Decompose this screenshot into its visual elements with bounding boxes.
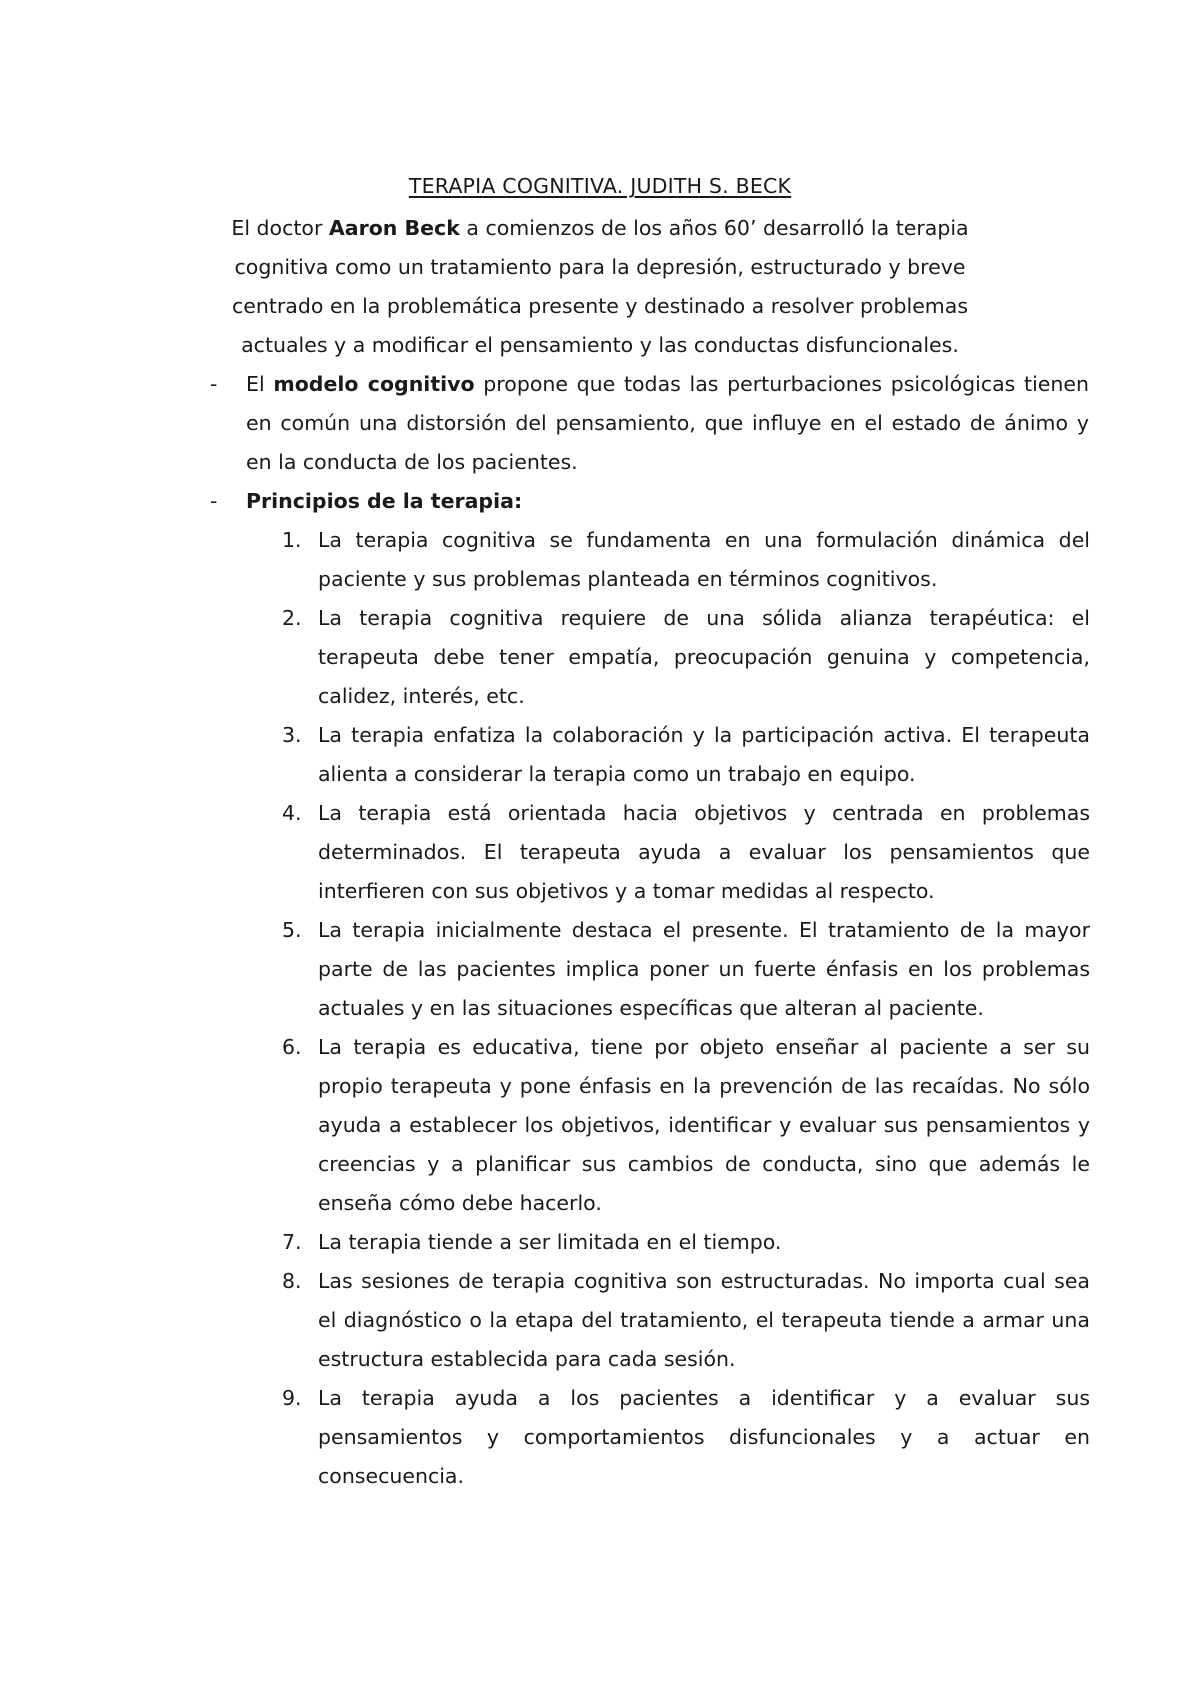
principle-text: La terapia tiende a ser limitada en el tiempo. — [318, 1230, 782, 1254]
principle-text: La terapia es educativa, tiene por objeto enseñar al paciente a ser su propio terapeuta y pone énfasis en la prevención de las recaídas. No sólo ayuda a establecer los objetivos, identificar y evaluar sus pensamientos y creencias y a planificar sus cambios de conducta, sino que además le enseña cómo debe hacerlo. — [318, 1035, 1090, 1215]
principle-text: La terapia está orientada hacia objetivos y centrada en problemas determinados. El terapeuta ayuda a evaluar los pensamientos que interfieren con sus objetivos y a tomar medidas al respecto. — [318, 801, 1090, 903]
principle-item-6 — [270, 1028, 1090, 1223]
intro-bold-name: Aaron Beck — [328, 216, 460, 240]
bullet-bold-term: modelo cognitivo — [273, 372, 475, 396]
principle-item-9 — [270, 1379, 1090, 1496]
principle-number: 1. — [282, 528, 302, 552]
intro-text-before: El doctor — [231, 216, 329, 240]
principle-text: La terapia ayuda a los pacientes a identificar y a evaluar sus pensamientos y comportamientos disfuncionales y a actuar en consecuencia. — [318, 1386, 1090, 1488]
principle-text: La terapia enfatiza la colaboración y la participación activa. El terapeuta alienta a considerar la terapia como un trabajo en equipo. — [318, 723, 1090, 786]
bullet-dash: - — [210, 372, 218, 396]
principle-number: 9. — [282, 1386, 302, 1410]
principle-number: 7. — [282, 1230, 302, 1254]
principle-item-5 — [270, 911, 1090, 1028]
bullet-dash: - — [210, 489, 218, 513]
principle-item-1 — [270, 521, 1090, 599]
bullet-text — [246, 365, 1089, 482]
principle-text: La terapia cognitiva se fundamenta en una formulación dinámica del paciente y sus problemas planteada en términos cognitivos. — [318, 528, 1090, 591]
principle-number: 3. — [282, 723, 302, 747]
document-title: TERAPIA COGNITIVA. JUDITH S. BECK — [408, 174, 792, 198]
principle-number: 4. — [282, 801, 302, 825]
bullet-text-before: El — [246, 372, 274, 396]
principle-number: 6. — [282, 1035, 302, 1059]
principle-text: La terapia cognitiva requiere de una sólida alianza terapéutica: el terapeuta debe tener empatía, preocupación genuina y competencia, calidez, interés, etc. — [318, 606, 1090, 708]
principle-item-3 — [270, 716, 1090, 794]
principle-item-8 — [270, 1262, 1090, 1379]
principle-item-7 — [270, 1223, 1090, 1262]
principle-number: 8. — [282, 1269, 302, 1293]
intro-text-after: a comienzos de los años 60’ desarrolló la terapia cognitiva como un tratamiento para la depresión, estructurado y breve centrado en la problemática presente y destinado a resolver problemas actuales y a modificar el pensamiento y las conductas disfuncionales. — [231, 216, 969, 357]
principle-text: Las sesiones de terapia cognitiva son estructuradas. No importa cual sea el diagnóstico o la etapa del tratamiento, el terapeuta tiende a armar una estructura establecida para cada sesión. — [318, 1269, 1090, 1371]
principle-item-4 — [270, 794, 1090, 911]
bullet-text-after: propone que todas las perturbaciones psicológicas tienen en común una distorsión del pensamiento, que influye en el estado de ánimo y en la conducta de los pacientes. — [246, 372, 1089, 474]
intro-paragraph — [230, 209, 970, 365]
principle-item-2 — [270, 599, 1090, 716]
principles-heading: Principios de la terapia: — [246, 489, 523, 513]
bullet-text — [246, 482, 1089, 521]
principle-number: 2. — [282, 606, 302, 630]
principles-list — [270, 521, 1090, 1496]
principle-text: La terapia inicialmente destaca el presente. El tratamiento de la mayor parte de las pacientes implica poner un fuerte énfasis en los problemas actuales y en las situaciones específicas que alteran al paciente. — [318, 918, 1090, 1020]
principle-number: 5. — [282, 918, 302, 942]
